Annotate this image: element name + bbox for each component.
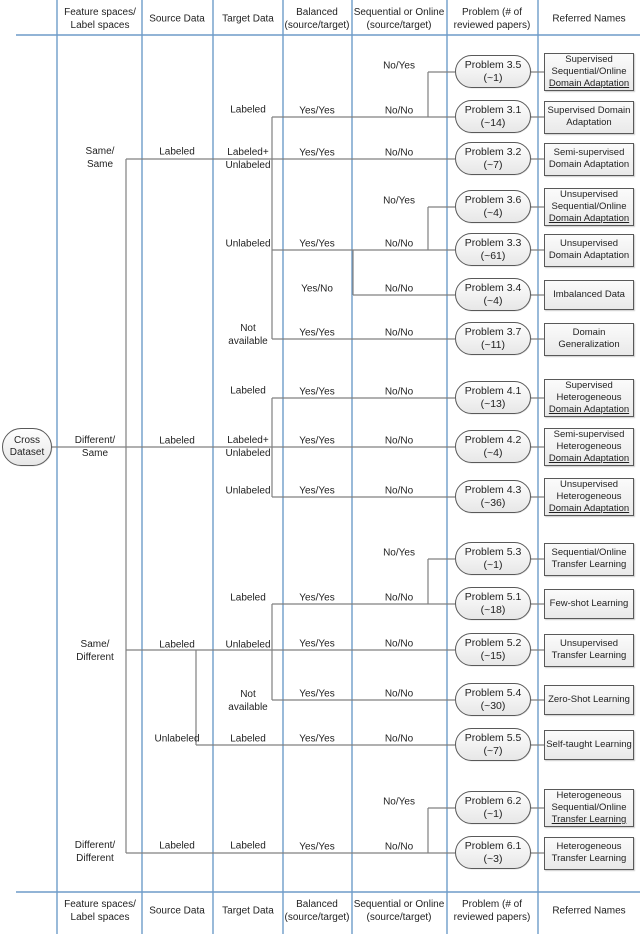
column-header-source-data-text: Source Data: [149, 13, 205, 25]
referred-name-text: Semi-supervised: [553, 429, 625, 440]
problem-node-paper-count: (~1): [483, 71, 503, 84]
column-header-problem-text: reviewed papers): [453, 912, 531, 923]
column-header-problem-text: reviewed papers): [453, 20, 531, 31]
column-header-target-data: [222, 905, 274, 918]
referred-name-box: [544, 589, 634, 619]
referred-name-text: Transfer Learning: [551, 853, 627, 864]
referred-name-box: [544, 428, 634, 466]
problem-node: [455, 430, 531, 463]
target-data-label-text: Labeled: [230, 592, 266, 604]
column-header-sequential-online-text: Sequential or Online: [353, 7, 445, 18]
column-header-balanced-text: Balanced: [296, 7, 338, 18]
referred-name-text: Adaptation: [566, 117, 612, 128]
problem-node: [455, 381, 531, 414]
sequential-online-label-text: No/No: [384, 386, 414, 398]
problem-node: [455, 142, 531, 175]
feature-spaces-label: [76, 638, 114, 664]
problem-node-title: Problem 6.1: [464, 840, 522, 852]
column-header-referred-names: [552, 13, 625, 26]
referred-name-box: [544, 188, 634, 226]
referred-name-text: Domain Adaptation: [548, 159, 630, 170]
problem-node-title: Problem 3.6: [464, 194, 522, 206]
problem-node: [455, 55, 531, 88]
problem-node-paper-count: (~61): [480, 249, 506, 262]
sequential-online-label: [385, 435, 413, 448]
referred-name-box: [544, 143, 634, 176]
referred-name-text: Domain Adaptation: [548, 404, 630, 415]
problem-node-title: Problem 5.3: [464, 546, 522, 558]
target-data-label-text: available: [228, 702, 268, 713]
target-data-label-text: Unlabeled: [225, 485, 271, 497]
feature-spaces-label: [75, 434, 115, 460]
referred-name-box: [544, 101, 634, 134]
target-data-label: [225, 485, 270, 498]
column-header-problem: [454, 898, 531, 924]
target-data-label-text: Labeled: [230, 840, 266, 852]
referred-name-box: [544, 685, 634, 715]
referred-name-text: Domain Adaptation: [548, 453, 630, 464]
problem-node-paper-count: (~1): [483, 807, 503, 820]
column-header-feature-label-spaces: [64, 898, 136, 924]
source-data-label-text: Labeled: [159, 146, 195, 158]
target-data-label-text: available: [228, 336, 268, 347]
balanced-label-text: Yes/Yes: [299, 105, 335, 117]
sequential-online-label-text: No/Yes: [383, 195, 415, 207]
source-data-label: [159, 146, 195, 159]
sequential-online-label-text: No/No: [384, 733, 414, 745]
column-header-sequential-online: [354, 6, 445, 32]
target-data-label-text: Labeled: [230, 104, 266, 116]
problem-node: [455, 836, 531, 869]
problem-node-paper-count: (~18): [480, 603, 506, 616]
problem-node-title: Problem 3.1: [464, 104, 522, 116]
feature-spaces-label-text: Different: [76, 652, 114, 663]
problem-node: [455, 190, 531, 223]
problem-node-paper-count: (~7): [483, 158, 503, 171]
sequential-online-label-text: No/No: [384, 638, 414, 650]
problem-node-title: Problem 4.3: [464, 484, 522, 496]
referred-name-box: [544, 837, 634, 870]
sequential-online-label-text: No/No: [384, 485, 414, 497]
target-data-label-text: Labeled+: [227, 435, 269, 446]
referred-name-box: [544, 379, 634, 417]
column-header-balanced-text: (source/target): [284, 912, 350, 923]
problem-node-paper-count: (~15): [480, 649, 506, 662]
feature-spaces-label-text: Same: [86, 159, 114, 170]
problem-node: [455, 233, 531, 266]
problem-node-title: Problem 6.2: [464, 795, 522, 807]
column-header-feature-label-spaces: [64, 6, 136, 32]
column-header-feature-label-spaces-text: Label spaces: [70, 912, 130, 923]
problem-node-title: Problem 5.1: [464, 591, 522, 603]
source-data-label-text: Labeled: [159, 639, 195, 651]
problem-node-paper-count: (~4): [483, 294, 503, 307]
column-header-feature-label-spaces-text: Feature spaces/: [64, 7, 136, 18]
sequential-online-label: [385, 386, 413, 399]
column-header-referred-names-text: Referred Names: [552, 905, 626, 917]
problem-node: [455, 728, 531, 761]
balanced-label: [299, 592, 334, 605]
feature-spaces-label-text: Different/: [74, 435, 116, 446]
balanced-label-text: Yes/Yes: [299, 147, 335, 159]
referred-name-text: Transfer Learning: [551, 814, 627, 825]
target-data-label: [225, 238, 270, 251]
problem-node-title: Problem 4.1: [464, 385, 522, 397]
problem-node-paper-count: (~3): [483, 852, 503, 865]
balanced-label-text: Yes/Yes: [299, 435, 335, 447]
referred-name-box: [544, 730, 634, 760]
referred-name-text: Semi-supervised: [553, 147, 625, 158]
referred-name-box: [544, 234, 634, 267]
balanced-label-text: Yes/Yes: [299, 733, 335, 745]
sequential-online-label-text: No/No: [384, 435, 414, 447]
referred-name-box: [544, 478, 634, 516]
referred-name-text: Imbalanced Data: [553, 289, 625, 300]
target-data-label: [225, 146, 270, 172]
column-header-source-data: [149, 905, 205, 918]
source-data-label-text: Labeled: [159, 435, 195, 447]
referred-name-text: Domain: [572, 327, 606, 338]
balanced-label-text: Yes/Yes: [299, 841, 335, 853]
referred-name-text: Sequential/Online: [551, 802, 627, 813]
referred-name-text: Supervised: [565, 380, 613, 391]
problem-node-paper-count: (~4): [483, 446, 503, 459]
referred-name-text: Supervised Domain: [547, 105, 631, 116]
problem-node-title: Problem 5.4: [464, 687, 522, 699]
problem-node-paper-count: (~30): [480, 699, 506, 712]
referred-name-text: Heterogeneous: [556, 841, 622, 852]
balanced-label: [299, 105, 334, 118]
sequential-online-label: [385, 238, 413, 251]
balanced-label: [299, 435, 334, 448]
problem-node-paper-count: (~14): [480, 116, 506, 129]
problem-node-title: Problem 5.2: [464, 637, 522, 649]
column-header-balanced: [284, 898, 349, 924]
target-data-label-text: Unlabeled: [225, 448, 271, 459]
referred-name-text: Generalization: [558, 339, 620, 350]
problem-node: [455, 587, 531, 620]
problem-node: [455, 278, 531, 311]
source-data-label-text: Labeled: [159, 840, 195, 852]
balanced-label-text: Yes/Yes: [299, 592, 335, 604]
sequential-online-label-text: No/No: [384, 238, 414, 250]
column-header-balanced-text: (source/target): [284, 20, 350, 31]
feature-spaces-label-text: Same/: [80, 639, 110, 650]
referred-name-text: Heterogeneous: [556, 392, 622, 403]
balanced-label: [299, 733, 334, 746]
target-data-label: [228, 322, 267, 348]
problem-node: [455, 322, 531, 355]
balanced-label-text: Yes/Yes: [299, 688, 335, 700]
problem-node-paper-count: (~7): [483, 744, 503, 757]
problem-node: [455, 791, 531, 824]
balanced-label-text: Yes/Yes: [299, 638, 335, 650]
target-data-label: [225, 639, 270, 652]
target-data-label: [230, 592, 266, 605]
sequential-online-label: [385, 147, 413, 160]
referred-name-text: Domain Adaptation: [548, 213, 630, 224]
problem-node: [455, 100, 531, 133]
feature-spaces-label: [86, 145, 115, 171]
sequential-online-label-text: No/No: [384, 592, 414, 604]
column-header-feature-label-spaces-text: Feature spaces/: [64, 899, 136, 910]
referred-name-text: Transfer Learning: [551, 559, 627, 570]
source-data-label: [159, 840, 195, 853]
source-data-label: [159, 435, 195, 448]
referred-name-text: Supervised: [565, 54, 613, 65]
sequential-online-label-text: No/Yes: [383, 547, 415, 559]
sequential-online-label: [383, 195, 415, 208]
balanced-label: [299, 147, 334, 160]
feature-spaces-label-text: Different/: [74, 840, 116, 851]
source-data-label-text: Unlabeled: [154, 733, 200, 745]
sequential-online-label: [385, 638, 413, 651]
target-data-label: [230, 385, 266, 398]
column-header-sequential-online-text: (source/target): [366, 912, 432, 923]
source-data-label: [159, 639, 195, 652]
sequential-online-label-text: No/No: [384, 327, 414, 339]
problem-node-title: Problem 4.2: [464, 434, 522, 446]
column-header-feature-label-spaces-text: Label spaces: [70, 20, 130, 31]
sequential-online-label-text: No/No: [384, 147, 414, 159]
referred-name-text: Domain Adaptation: [548, 503, 630, 514]
column-header-problem: [454, 6, 531, 32]
balanced-label-text: Yes/Yes: [299, 238, 335, 250]
referred-name-box: [544, 53, 634, 91]
sequential-online-label: [383, 60, 415, 73]
problem-node-title: Problem 3.7: [464, 326, 522, 338]
balanced-label: [299, 688, 334, 701]
problem-node-paper-count: (~4): [483, 206, 503, 219]
column-header-source-data-text: Source Data: [149, 905, 205, 917]
sequential-online-label: [385, 283, 413, 296]
referred-name-box: [544, 634, 634, 667]
feature-spaces-label-text: Different: [76, 853, 114, 864]
sequential-online-label: [385, 592, 413, 605]
target-data-label: [230, 840, 266, 853]
feature-spaces-label: [75, 839, 115, 865]
referred-name-box: [544, 280, 634, 310]
target-data-label: [225, 434, 270, 460]
sequential-online-label: [385, 688, 413, 701]
sequential-online-label-text: No/No: [384, 688, 414, 700]
balanced-label: [299, 327, 334, 340]
problem-node-paper-count: (~1): [483, 558, 503, 571]
referred-name-text: Sequential/Online: [551, 201, 627, 212]
target-data-label-text: Unlabeled: [225, 160, 271, 171]
cross-dataset-label-line: Dataset: [9, 447, 45, 458]
referred-name-text: Few-shot Learning: [549, 598, 629, 609]
referred-name-box: [544, 323, 634, 356]
feature-spaces-label-text: Same/: [85, 146, 115, 157]
referred-name-text: Unsupervised: [559, 189, 619, 200]
problem-node-paper-count: (~11): [480, 338, 506, 351]
referred-name-box: [544, 543, 634, 576]
sequential-online-label: [385, 105, 413, 118]
column-header-target-data: [222, 13, 274, 26]
column-header-balanced-text: Balanced: [296, 899, 338, 910]
sequential-online-label: [385, 733, 413, 746]
sequential-online-label-text: No/No: [384, 105, 414, 117]
feature-spaces-label-text: Same: [81, 448, 109, 459]
sequential-online-label: [385, 327, 413, 340]
target-data-label: [230, 104, 266, 117]
cross-dataset-label-line: Cross: [13, 434, 41, 446]
balanced-label-text: Yes/Yes: [299, 485, 335, 497]
sequential-online-label-text: No/Yes: [383, 796, 415, 808]
target-data-label-text: Unlabeled: [225, 639, 271, 651]
column-header-problem-text: Problem (# of: [461, 7, 523, 18]
column-header-source-data: [149, 13, 205, 26]
balanced-label: [299, 841, 334, 854]
target-data-label-text: Labeled: [230, 385, 266, 397]
balanced-label: [299, 386, 334, 399]
column-header-target-data-text: Target Data: [222, 13, 274, 25]
target-data-label-text: Not: [240, 323, 256, 334]
referred-name-box: [544, 789, 634, 827]
referred-name-text: Self-taught Learning: [546, 739, 632, 750]
referred-name-text: Sequential/Online: [551, 66, 627, 77]
balanced-label: [301, 283, 333, 296]
referred-name-text: Domain Adaptation: [548, 250, 630, 261]
referred-name-text: Domain Adaptation: [548, 78, 630, 89]
target-data-label: [230, 733, 266, 746]
target-data-label-text: Not: [240, 689, 256, 700]
target-data-label-text: Labeled+: [227, 147, 269, 158]
referred-name-text: Zero-Shot Learning: [548, 694, 630, 705]
problem-node-title: Problem 3.3: [464, 237, 522, 249]
balanced-label-text: Yes/Yes: [299, 327, 335, 339]
referred-name-text: Unsupervised: [559, 238, 619, 249]
cross-dataset-node: [2, 428, 52, 466]
column-header-referred-names-text: Referred Names: [552, 13, 626, 25]
referred-name-text: Heterogeneous: [556, 491, 622, 502]
target-data-label-text: Labeled: [230, 733, 266, 745]
sequential-online-label-text: No/No: [384, 841, 414, 853]
target-data-label-text: Unlabeled: [225, 238, 271, 250]
problem-node: [455, 633, 531, 666]
source-data-label: [154, 733, 199, 746]
balanced-label-text: Yes/Yes: [299, 386, 335, 398]
column-header-sequential-online-text: Sequential or Online: [353, 899, 445, 910]
column-header-sequential-online-text: (source/target): [366, 20, 432, 31]
sequential-online-label: [383, 547, 415, 560]
referred-name-text: Heterogeneous: [556, 790, 622, 801]
column-header-referred-names: [552, 905, 625, 918]
balanced-label-text: Yes/No: [301, 283, 333, 295]
balanced-label: [299, 238, 334, 251]
sequential-online-label: [383, 796, 415, 809]
referred-name-text: Unsupervised: [559, 479, 619, 490]
problem-node-paper-count: (~13): [480, 397, 506, 410]
balanced-label: [299, 638, 334, 651]
referred-name-text: Unsupervised: [559, 638, 619, 649]
problem-node: [455, 542, 531, 575]
sequential-online-label-text: No/Yes: [383, 60, 415, 72]
balanced-label: [299, 485, 334, 498]
referred-name-text: Sequential/Online: [551, 547, 627, 558]
problem-node-title: Problem 3.4: [464, 282, 522, 294]
target-data-label: [228, 688, 267, 714]
column-header-balanced: [284, 6, 349, 32]
problem-node: [455, 480, 531, 513]
referred-name-text: Transfer Learning: [551, 650, 627, 661]
problem-node-title: Problem 3.2: [464, 146, 522, 158]
column-header-sequential-online: [354, 898, 445, 924]
problem-node-paper-count: (~36): [480, 496, 506, 509]
column-header-problem-text: Problem (# of: [461, 899, 523, 910]
referred-name-text: Heterogeneous: [556, 441, 622, 452]
sequential-online-label: [385, 841, 413, 854]
problem-node-title: Problem 5.5: [464, 732, 522, 744]
problem-node: [455, 683, 531, 716]
column-header-target-data-text: Target Data: [222, 905, 274, 917]
sequential-online-label: [385, 485, 413, 498]
sequential-online-label-text: No/No: [384, 283, 414, 295]
problem-node-title: Problem 3.5: [464, 59, 522, 71]
